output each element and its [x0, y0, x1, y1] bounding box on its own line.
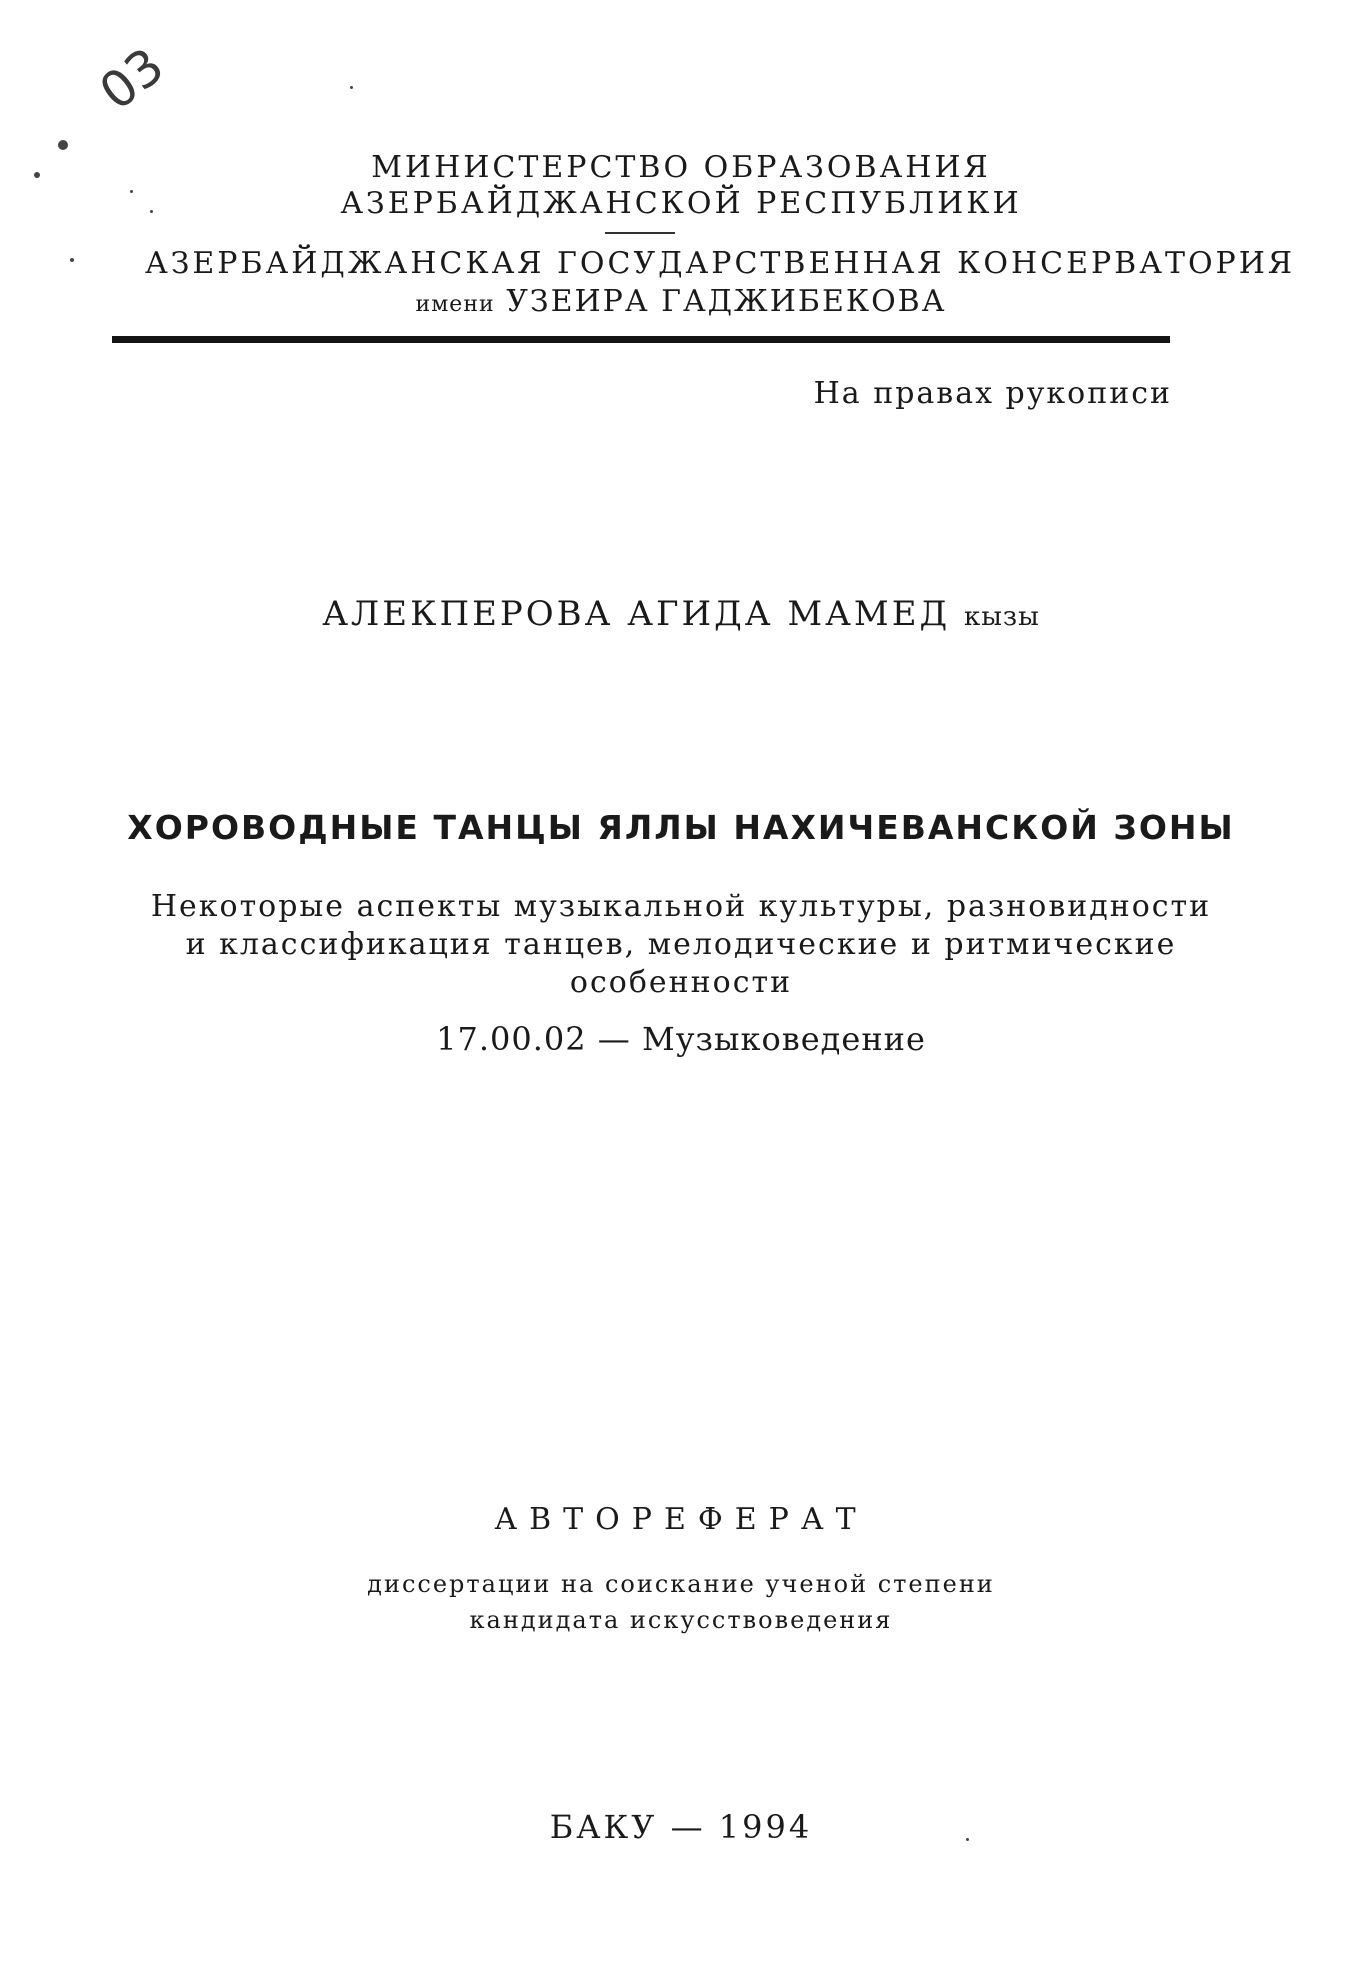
ministry-line-1: МИНИСТЕРСТВО ОБРАЗОВАНИЯ	[371, 150, 991, 185]
degree-line-2: кандидата искусствоведения	[469, 1606, 893, 1634]
header-rule	[112, 336, 1170, 343]
abstract-label: АВТОРЕФЕРАТ	[494, 1502, 868, 1537]
handwritten-archive-mark: 03	[88, 36, 175, 122]
scan-speck	[350, 86, 353, 89]
dissertation-subtitle	[0, 888, 1362, 1002]
degree-statement	[0, 1566, 1362, 1638]
specialty-code: 17.00.02 — Музыковедение	[436, 1020, 926, 1058]
dissertation-title: ХОРОВОДНЫЕ ТАНЦЫ ЯЛЛЫ НАХИЧЕВАНСКОЙ ЗОНЫ	[127, 808, 1235, 847]
city-year: БАКУ — 1994	[549, 1808, 813, 1846]
author-name: АЛЕКПЕРОВА АГИДА МАМЕД	[322, 594, 951, 634]
named-after: УЗЕИРА ГАДЖИБЕКОВА	[506, 284, 947, 319]
degree-line-1: диссертации на соискание ученой степени	[367, 1570, 995, 1598]
scan-speck	[58, 140, 68, 150]
scan-speck	[70, 258, 74, 262]
subtitle-line-3: особенности	[569, 965, 793, 1000]
author-line	[0, 594, 1362, 634]
subtitle-line-2: и классификация танцев, мелодические и ритмические	[185, 927, 1177, 962]
subtitle-line-1: Некоторые аспекты музыкальной культуры, разновидности	[150, 889, 1212, 924]
named-after-line	[0, 284, 1362, 319]
named-prefix: имени	[415, 292, 495, 317]
conservatory-name: АЗЕРБАЙДЖАНСКАЯ ГОСУДАРСТВЕННАЯ КОНСЕРВАТОРИЯ	[145, 246, 1296, 281]
header-divider	[605, 232, 675, 234]
author-patronymic-suffix: кызы	[963, 602, 1040, 632]
ministry-line-2: АЗЕРБАЙДЖАНСКОЙ РЕСПУБЛИКИ	[340, 186, 1022, 221]
rights-note: На правах рукописи	[813, 376, 1172, 411]
